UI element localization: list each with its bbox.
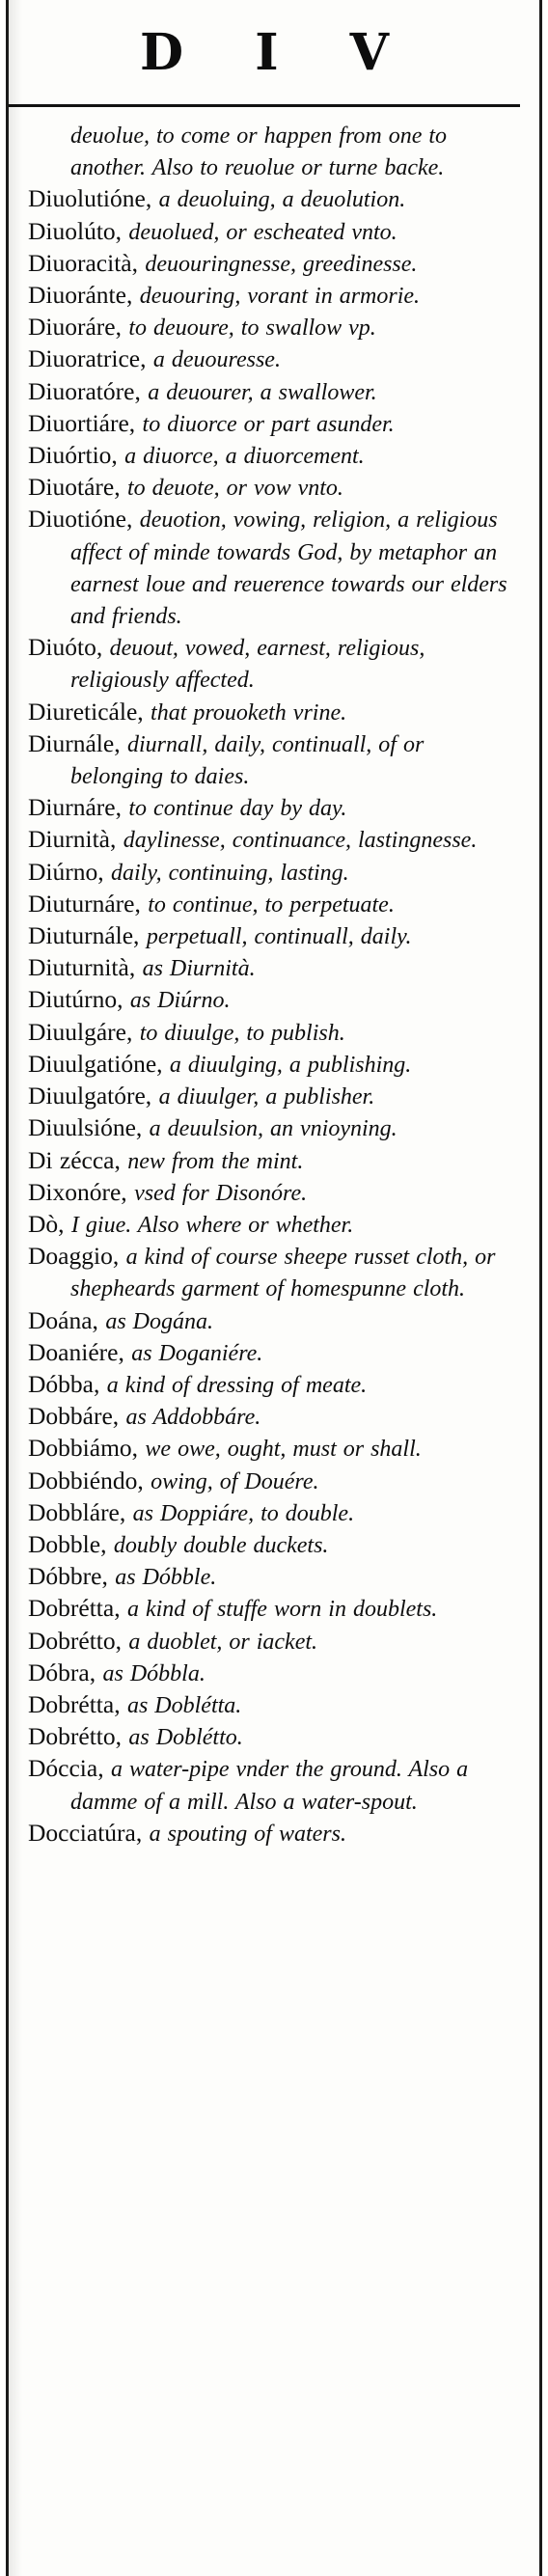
entry-definition: as Dóbbla.	[102, 1660, 206, 1686]
dictionary-entry	[28, 1369, 522, 1401]
dictionary-entry	[28, 1112, 522, 1144]
entry-headword: Dobrétta,	[28, 1594, 127, 1623]
dictionary-entry	[28, 1721, 522, 1753]
entry-headword: Diureticále,	[28, 697, 151, 726]
dictionary-entry	[28, 1689, 522, 1721]
dictionary-entry	[28, 343, 522, 375]
entry-headword: Diúrno,	[28, 857, 111, 886]
entry-headword: Doaggio,	[28, 1242, 126, 1271]
dictionary-entry	[28, 1658, 522, 1689]
entry-definition: a diuulger, a publisher.	[158, 1084, 375, 1110]
entry-definition: owing, of Douére.	[151, 1468, 319, 1494]
dictionary-entry	[28, 376, 522, 408]
entry-definition: as Addobbáre.	[125, 1405, 261, 1431]
dictionary-entry	[28, 408, 522, 440]
entry-definition: a water-pipe vnder the ground. Also a damme of a mill. Also a water-spout.	[70, 1757, 469, 1815]
entry-headword: Diuulgatóre,	[28, 1082, 159, 1110]
dictionary-entry	[28, 183, 522, 215]
dictionary-entry	[28, 824, 522, 856]
entry-definition: a deuourer, a swallower.	[148, 379, 377, 405]
dictionary-entry	[28, 1017, 522, 1049]
entry-headword: Diuortiáre,	[28, 408, 143, 437]
dictionary-entry	[28, 248, 522, 280]
page-header	[9, 0, 520, 107]
dictionary-entry	[28, 984, 522, 1016]
entry-definition: as Doganiére.	[131, 1340, 263, 1366]
dictionary-entry	[28, 632, 522, 696]
dictionary-entry	[28, 1466, 522, 1497]
dictionary-entry	[28, 1626, 522, 1658]
entry-definition: I giue. Also where or whether.	[70, 1212, 354, 1238]
entry-definition: new from the mint.	[127, 1148, 304, 1174]
entry-definition: to continue, to perpetuate.	[148, 891, 395, 918]
entry-headword: Diuóto,	[28, 633, 110, 662]
dictionary-entry	[28, 1209, 522, 1241]
entry-definition: a diuorce, a diuorcement.	[124, 444, 365, 470]
dictionary-entry	[28, 920, 522, 952]
entry-definition: vsed for Disonóre.	[134, 1180, 308, 1206]
entry-definition: a spouting of waters.	[149, 1821, 346, 1847]
entry-definition: a deuouresse.	[152, 347, 281, 373]
entry-headword: Diurnáre,	[28, 793, 129, 822]
running-head: D I V	[140, 22, 416, 82]
entry-definition: a deuulsion, an vnioyning.	[149, 1116, 397, 1142]
entry-definition: to diuorce or part asunder.	[142, 411, 395, 437]
entry-definition: a kind of stuffe worn in doublets.	[126, 1597, 438, 1623]
entry-definition: a diuulging, a publishing.	[169, 1052, 412, 1078]
dictionary-entry	[28, 1049, 522, 1081]
dictionary-entry	[28, 697, 522, 728]
dictionary-entry	[28, 504, 522, 632]
entry-definition: deuolued, or escheated vnto.	[128, 219, 397, 245]
entry-headword: Diuoránte,	[28, 281, 140, 310]
entry-definition: as Dogána.	[105, 1308, 213, 1334]
entry-definition: as Diúrno.	[129, 988, 231, 1014]
entry-definition: as Dóbble.	[115, 1565, 217, 1591]
entry-definition: to deuoure, to swallow vp.	[128, 315, 376, 342]
entry-headword: Dixonóre,	[28, 1177, 135, 1206]
entry-definition: as Doblétto.	[128, 1725, 243, 1751]
entry-definition: that prouoketh vrine.	[151, 699, 347, 726]
entry-definition: perpetuall, continuall, daily.	[146, 924, 412, 950]
entry-headword: Di zécca,	[28, 1145, 128, 1174]
entry-definition: we owe, ought, must or shall.	[145, 1437, 422, 1463]
entry-headword: Dobble,	[28, 1529, 114, 1558]
dictionary-entry	[28, 1081, 522, 1112]
entry-headword: Diuotáre,	[28, 473, 127, 502]
entry-headword: Diurnità,	[28, 825, 123, 854]
dictionary-entry	[28, 312, 522, 343]
entry-definition: to deuote, or vow vnto.	[126, 476, 343, 502]
entry-definition: deuout, vowed, earnest, religious, religiously affected.	[70, 636, 425, 694]
dictionary-entry	[28, 216, 522, 248]
entry-headword: Doána,	[28, 1305, 106, 1334]
dictionary-entry	[28, 728, 522, 792]
dictionary-entry	[28, 1497, 522, 1529]
dictionary-entry	[28, 280, 522, 312]
entry-definition: doubly double duckets.	[113, 1532, 329, 1558]
dictionary-entry	[28, 472, 522, 504]
entry-headword: Diuoráre,	[28, 313, 129, 342]
entry-headword: Dobrétto,	[28, 1722, 129, 1751]
entry-headword: Diuoracità,	[28, 248, 146, 277]
entry-headword: Diutúrno,	[28, 985, 130, 1014]
dictionary-entry	[28, 1401, 522, 1433]
dictionary-entry	[28, 952, 522, 984]
dictionary-page	[6, 0, 542, 2576]
dictionary-entry	[28, 1433, 522, 1465]
entry-headword: Dóbbre,	[28, 1562, 116, 1591]
entry-headword: Dobrétta,	[28, 1689, 127, 1718]
entry-headword: Dobbiámo,	[28, 1434, 146, 1463]
entry-definition: as Diurnità.	[142, 956, 256, 982]
entry-definition: a deuoluing, a deuolution.	[158, 187, 406, 213]
page-edge-shadow	[9, 0, 22, 2576]
entry-headword: Docciatúra,	[28, 1818, 150, 1847]
entry-headword: Diuulgatióne,	[28, 1049, 170, 1078]
entry-headword: Diuotióne,	[28, 505, 140, 534]
entry-headword: Dóbba,	[28, 1369, 107, 1398]
dictionary-entry	[28, 1593, 522, 1625]
entry-definition: diurnall, daily, continuall, of or belonging to daies.	[70, 731, 425, 790]
entry-definition: a duoblet, or iacket.	[128, 1629, 318, 1655]
dictionary-entry	[28, 889, 522, 920]
dictionary-entry	[28, 1145, 522, 1177]
dictionary-entry	[28, 1241, 522, 1304]
entry-headword: Dobbláre,	[28, 1497, 133, 1526]
dictionary-entry	[28, 857, 522, 889]
dictionary-entry	[28, 1337, 522, 1369]
entry-headword: Dóccia,	[28, 1754, 111, 1783]
entry-headword: Dò,	[28, 1209, 71, 1238]
entry-definition: deuouringnesse, greedinesse.	[145, 251, 418, 277]
entry-headword: Diuulsióne,	[28, 1113, 150, 1142]
entry-definition: deuouring, vorant in armorie.	[139, 284, 421, 310]
dictionary-entry	[28, 1753, 522, 1817]
entry-headword: Diuoratóre,	[28, 376, 149, 405]
entry-headword: Diuoratrice,	[28, 344, 153, 373]
entry-headword: Diuórtio,	[28, 441, 125, 470]
entry-headword: Dobbiéndo,	[28, 1466, 151, 1494]
entry-headword: Diuulgáre,	[28, 1017, 140, 1046]
dictionary-entry	[28, 1561, 522, 1593]
entry-definition: daylinesse, continuance, lastingnesse.	[123, 828, 478, 854]
dictionary-entry	[28, 792, 522, 824]
entry-headword: Dóbra,	[28, 1658, 103, 1686]
entry-list	[28, 120, 522, 1850]
entry-definition: to diuulge, to publish.	[139, 1020, 345, 1046]
entry-headword: Diuturnáre,	[28, 889, 149, 918]
entry-headword: Dobbáre,	[28, 1402, 126, 1431]
entry-definition: deuolue, to come or happen from one to another. Also to reuolue or turne backe.	[70, 123, 448, 181]
dictionary-entry	[28, 1177, 522, 1209]
entry-definition: a kind of course sheepe russet cloth, or shepheards garment of homespunne cloth.	[70, 1245, 496, 1302]
dictionary-entry	[28, 440, 522, 472]
entry-headword: Diuolúto,	[28, 216, 129, 245]
entry-definition: as Doblétta.	[126, 1692, 242, 1718]
dictionary-entry	[28, 1818, 522, 1850]
entry-definition: to continue day by day.	[128, 796, 347, 822]
entry-headword: Doaniére,	[28, 1337, 132, 1366]
entry-definition: deuotion, vowing, religion, a religious affect of minde towards God, by metaphor an earnest loue and reuerence towards our elders and friends.	[70, 507, 507, 630]
entry-headword: Diuturnità,	[28, 953, 143, 982]
entry-definition: daily, continuing, lasting.	[111, 860, 349, 886]
entry-definition: as Doppiáre, to double.	[132, 1500, 355, 1526]
dictionary-entry	[28, 1529, 522, 1561]
dictionary-entry	[28, 1305, 522, 1337]
dictionary-entry	[28, 120, 522, 183]
entry-definition: a kind of dressing of meate.	[106, 1372, 368, 1398]
entry-headword: Diuturnále,	[28, 921, 147, 950]
entry-headword: Dobrétto,	[28, 1626, 129, 1655]
entry-headword: Diurnále,	[28, 728, 127, 757]
entry-headword: Diuolutióne,	[28, 184, 159, 213]
